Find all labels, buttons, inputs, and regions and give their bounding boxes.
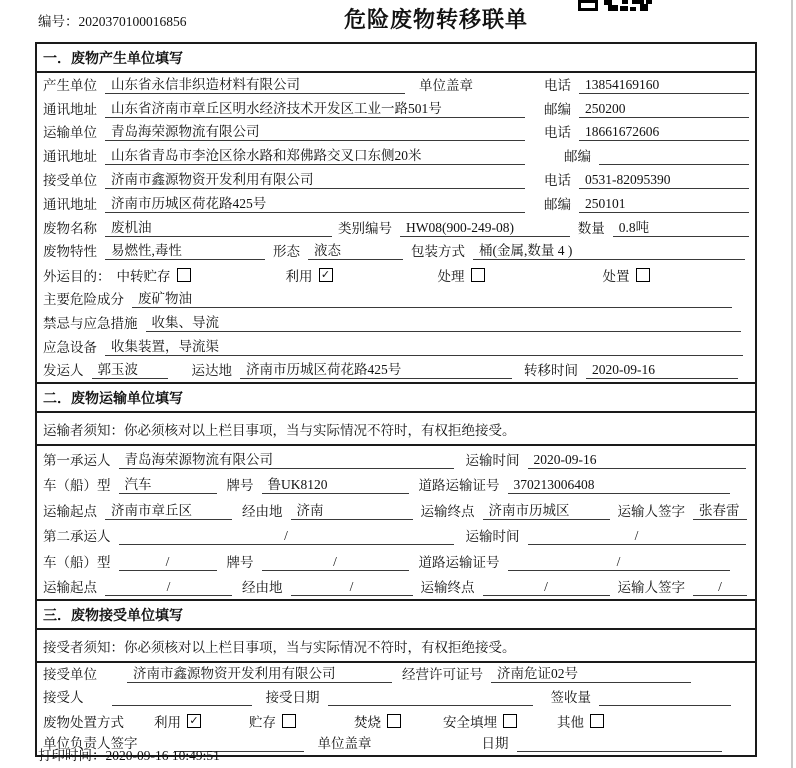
- print-time-row: [38, 744, 220, 764]
- carrier2-end-label: 运输终点: [420, 580, 475, 596]
- producer-name-label: 产生单位: [43, 77, 97, 93]
- permit-value: 济南危证02号: [491, 662, 691, 683]
- disposal-landfill-checkbox: [503, 714, 517, 728]
- unit-seal-label: 单位盖章: [419, 77, 473, 93]
- disposal-label: 废物处置方式: [43, 714, 124, 730]
- category-label: 类别编号: [337, 220, 392, 236]
- acceptor-value: [112, 705, 252, 706]
- carrier1-license-value: 370213006408: [508, 477, 730, 494]
- date-label: 日期: [481, 736, 509, 752]
- section-producer: [35, 42, 757, 384]
- quantity-value: 0.8吨: [613, 216, 749, 237]
- packing-label: 包装方式: [411, 244, 465, 260]
- disposal-option-utilize: 利用 ✓: [154, 711, 201, 731]
- carrier2-via-value: /: [291, 579, 413, 596]
- form-row: [37, 446, 755, 472]
- carrier1-vehicle-label: 车（船）型: [43, 478, 111, 494]
- section-receiver: [35, 599, 757, 757]
- shipper-label: 发运人: [43, 363, 84, 379]
- carrier1-value: 青岛海荣源物流有限公司: [119, 448, 454, 469]
- transporter-name-label: 运输单位: [43, 125, 97, 141]
- receiver-name-value: 济南市鑫源物资开发利用有限公司: [105, 168, 525, 189]
- form-row: [37, 121, 755, 145]
- carrier1-license-label: 道路运输证号: [418, 478, 500, 494]
- form-row: [37, 335, 755, 359]
- carrier2-plate-label: 牌号: [226, 554, 254, 570]
- dispose-checkbox: [636, 268, 650, 282]
- form-row: [37, 472, 755, 498]
- trait-label: 废物特性: [43, 244, 97, 260]
- carrier1-sign-label: 运输人签字: [617, 503, 685, 519]
- form-table: [35, 42, 757, 757]
- producer-addr-value: 山东省济南市章丘区明水经济技术开发区工业一路501号: [105, 97, 525, 118]
- form-state-value: 液态: [308, 239, 403, 260]
- carrier1-time-label: 运输时间: [465, 452, 520, 468]
- hazard-value: 废矿物油: [132, 287, 732, 308]
- permit-label: 经营许可证号: [402, 667, 483, 683]
- receiver-zip-value: 250101: [579, 196, 749, 213]
- disposal-option-storage: 贮存: [249, 711, 296, 731]
- transporter-zip-label: 邮编: [564, 149, 591, 165]
- carrier1-via-label: 经由地: [242, 503, 283, 519]
- purpose-option-dispose: 处置: [603, 265, 650, 285]
- carrier1-time-value: 2020-09-16: [528, 452, 746, 469]
- disposal-option-incinerate: 焚烧: [354, 711, 401, 731]
- purpose-option-utilize: 利用 ✓: [286, 265, 333, 285]
- serial-number-row: [38, 10, 187, 30]
- print-time-value: 2020-09-16 10:49:51: [105, 748, 220, 763]
- form-row: [37, 73, 755, 97]
- equip-value: 收集装置，导流渠: [105, 335, 743, 356]
- receiver-zip-label: 邮编: [544, 196, 571, 212]
- packing-value: 桶(金属,数量 4 ): [473, 239, 745, 260]
- accept-date-value: [328, 705, 533, 706]
- trait-value: 易燃性,毒性: [105, 239, 265, 260]
- producer-name-value: 山东省永信非织造材料有限公司: [105, 73, 405, 94]
- transporter-phone-label: 电话: [544, 125, 571, 141]
- form-state-label: 形态: [273, 244, 300, 260]
- carrier2-sign-label: 运输人签字: [617, 580, 685, 596]
- carrier1-vehicle-value: 汽车: [119, 473, 217, 494]
- producer-zip-value: 250200: [579, 101, 749, 118]
- section-producer-header: 一．废物产生单位填写: [37, 44, 755, 73]
- carrier1-end-value: 济南市历城区: [483, 499, 610, 520]
- purpose-row: [37, 263, 755, 287]
- carrier1-sign-value: 张春雷: [693, 499, 747, 520]
- carrier2-vehicle-value: /: [119, 554, 217, 571]
- disposal-storage-checkbox: [282, 714, 296, 728]
- equip-label: 应急设备: [43, 339, 97, 355]
- taboo-value: 收集、导流: [146, 311, 741, 332]
- section-transporter: [35, 382, 757, 601]
- serial-value: 2020370100016856: [78, 14, 187, 29]
- accept-unit-label: 接受单位: [43, 667, 97, 683]
- carrier2-origin-label: 运输起点: [43, 580, 97, 596]
- form-row: [37, 97, 755, 121]
- carrier1-end-label: 运输终点: [420, 503, 475, 519]
- qr-code-fragment: [578, 0, 652, 11]
- form-row: [37, 144, 755, 168]
- quantity-label: 数量: [577, 220, 605, 236]
- carrier1-origin-label: 运输起点: [43, 503, 97, 519]
- form-row: [37, 548, 755, 574]
- page-edge-line: [791, 0, 793, 768]
- form-row: [37, 168, 755, 192]
- receiver-addr-value: 济南市历城区荷花路425号: [105, 192, 525, 213]
- transfer-time-label: 转移时间: [524, 363, 578, 379]
- transporter-notice: 运输者须知：你必须核对以上栏目事项，当与实际情况不符时，有权拒绝接受。: [37, 413, 755, 446]
- print-time-label: 打印时间：: [38, 748, 106, 763]
- transporter-zip-value: [599, 164, 749, 165]
- shipper-value: 郭玉波: [92, 358, 168, 379]
- carrier2-origin-value: /: [105, 579, 232, 596]
- carrier2-license-label: 道路运输证号: [418, 554, 500, 570]
- form-row: [37, 287, 755, 311]
- purpose-option-transfer-storage: 中转贮存: [117, 265, 191, 285]
- carrier2-license-value: /: [508, 554, 730, 571]
- form-row: [37, 663, 755, 686]
- hazard-label: 主要危险成分: [43, 291, 124, 307]
- waste-name-label: 废物名称: [43, 220, 97, 236]
- transporter-phone-value: 18661672606: [579, 124, 749, 141]
- dest-value: 济南市历城区荷花路425号: [240, 358, 512, 379]
- receiver-notice: 接受者须知：你必须核对以上栏目事项，当与实际情况不符时，有权拒绝接受。: [37, 630, 755, 663]
- receiver-phone-value: 0531-82095390: [579, 172, 749, 189]
- carrier1-via-value: 济南: [291, 499, 413, 520]
- producer-phone-label: 电话: [544, 77, 571, 93]
- disposal-other-checkbox: [590, 714, 604, 728]
- disposal-utilize-checkbox: ✓: [187, 714, 201, 728]
- receiver-phone-label: 电话: [544, 172, 571, 188]
- serial-label: 编号：: [38, 14, 79, 29]
- disposal-row: [37, 709, 755, 732]
- waste-name-value: 废机油: [105, 216, 332, 237]
- carrier1-plate-label: 牌号: [226, 478, 254, 494]
- head-sign-label: 单位负责人签字: [43, 736, 138, 752]
- carrier2-end-value: /: [483, 579, 610, 596]
- date-value: [517, 751, 722, 752]
- acceptor-label: 接受人: [43, 690, 84, 706]
- receiver-addr-label: 通讯地址: [43, 196, 97, 212]
- disposal-option-landfill: 安全填埋: [443, 711, 517, 731]
- carrier2-vehicle-label: 车（船）型: [43, 554, 111, 570]
- transfer-storage-checkbox: [177, 268, 191, 282]
- carrier2-label: 第二承运人: [43, 529, 111, 545]
- page-title: 危险废物转移联单: [343, 7, 529, 32]
- taboo-label: 禁忌与应急措施: [43, 315, 138, 331]
- dest-label: 运达地: [191, 363, 232, 379]
- category-value: HW08(900-249-08): [400, 220, 570, 237]
- received-qty-label: 签收量: [550, 690, 591, 706]
- form-row: [37, 192, 755, 216]
- carrier1-origin-value: 济南市章丘区: [105, 499, 232, 520]
- accept-unit-value: 济南市鑫源物资开发利用有限公司: [127, 662, 392, 683]
- purpose-option-treat: 处理: [438, 265, 485, 285]
- disposal-incinerate-checkbox: [387, 714, 401, 728]
- form-row: [37, 523, 755, 549]
- form-row: [37, 686, 755, 709]
- producer-phone-value: 13854169160: [579, 77, 749, 94]
- accept-date-label: 接受日期: [265, 690, 320, 706]
- producer-addr-label: 通讯地址: [43, 101, 97, 117]
- section-transporter-header: 二．废物运输单位填写: [37, 384, 755, 413]
- form-row: [37, 311, 755, 335]
- carrier2-time-value: /: [528, 528, 746, 545]
- transporter-name-value: 青岛海荣源物流有限公司: [105, 120, 525, 141]
- receiver-name-label: 接受单位: [43, 172, 97, 188]
- disposal-option-other: 其他: [557, 711, 604, 731]
- carrier1-label: 第一承运人: [43, 452, 111, 468]
- carrier2-via-label: 经由地: [242, 580, 283, 596]
- utilize-checkbox: ✓: [319, 268, 333, 282]
- carrier2-sign-value: /: [693, 579, 747, 596]
- form-row: [37, 574, 755, 600]
- transfer-time-value: 2020-09-16: [586, 362, 738, 379]
- received-qty-value: [599, 705, 731, 706]
- purpose-label: 外运目的：: [43, 269, 111, 285]
- carrier2-time-label: 运输时间: [465, 529, 520, 545]
- form-row: [37, 497, 755, 523]
- form-row: [37, 359, 755, 383]
- transporter-addr-label: 通讯地址: [43, 149, 97, 165]
- treat-checkbox: [471, 268, 485, 282]
- producer-zip-label: 邮编: [544, 101, 571, 117]
- unit-seal-label-2: 单位盖章: [317, 736, 372, 752]
- section-receiver-header: 三．废物接受单位填写: [37, 601, 755, 630]
- carrier2-value: /: [119, 528, 454, 545]
- transporter-addr-value: 山东省青岛市李沧区徐水路和郑佛路交叉口东侧20米: [105, 144, 525, 165]
- carrier2-plate-value: /: [262, 554, 409, 571]
- form-row: [37, 216, 755, 240]
- carrier1-plate-value: 鲁UK8120: [262, 473, 409, 494]
- form-row: [37, 240, 755, 264]
